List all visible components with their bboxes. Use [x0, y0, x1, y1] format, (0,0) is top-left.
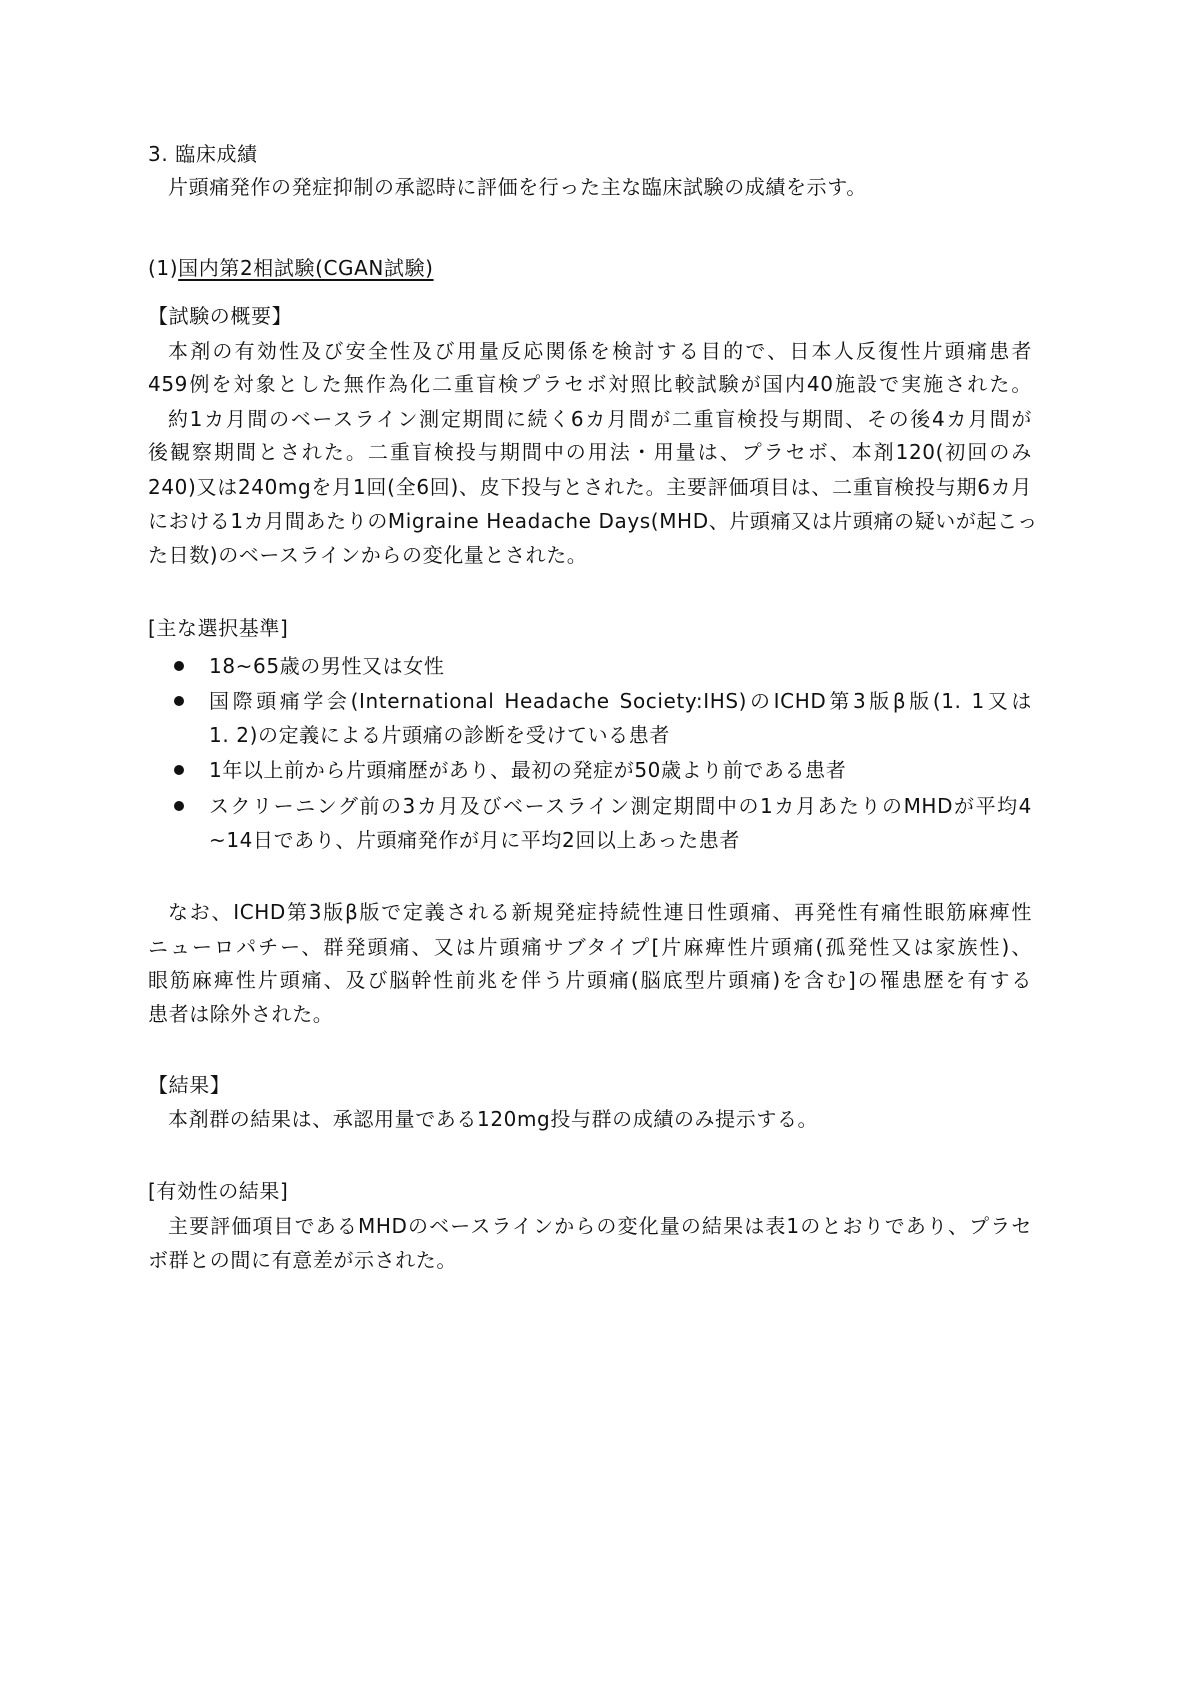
exclusion-line: なお、ICHD第3版β版で定義される新規発症持続性連日性頭痛、再発性有痛性眼筋麻痺性: [168, 900, 1032, 924]
criteria-bullet: 国際頭痛学会(International Headache Society:IHS)のICHD第3版β版(1. 1又は: [209, 689, 1032, 713]
criteria-bullet: 18~65歳の男性又は女性: [209, 654, 445, 678]
section-heading: 3. 臨床成績: [148, 142, 258, 166]
efficacy-line: 主要評価項目であるMHDのベースラインからの変化量の結果は表1のとおりであり、プラセ: [168, 1214, 1032, 1238]
exclusion-line: 患者は除外された。: [148, 1002, 334, 1026]
study-title: 国内第2相試験(CGAN試験): [178, 256, 434, 280]
section-intro: 片頭痛発作の発症抑制の承認時に評価を行った主な臨床試験の成績を示す。: [168, 175, 867, 199]
criteria-bullet-cont: ~14日であり、片頭痛発作が月に平均2回以上あった患者: [209, 828, 740, 852]
bullet-marker: [174, 661, 184, 671]
study-number: (1): [148, 256, 179, 280]
bullet-marker: [174, 696, 184, 706]
efficacy-heading: [有効性の結果]: [148, 1179, 289, 1203]
criteria-bullet: 1年以上前から片頭痛歴があり、最初の発症が50歳より前である患者: [209, 758, 847, 782]
results-text: 本剤群の結果は、承認用量である120mg投与群の成績のみ提示する。: [168, 1107, 819, 1131]
exclusion-line: 眼筋麻痺性片頭痛、及び脳幹性前兆を伴う片頭痛(脳底型片頭痛)を含む]の罹患歴を有する: [148, 968, 1032, 992]
results-heading: 【結果】: [148, 1073, 231, 1097]
overview-line: 459例を対象とした無作為化二重盲検プラセボ対照比較試験が国内40施設で実施された。: [148, 372, 1032, 396]
overview-line: た日数)のベースラインからの変化量とされた。: [148, 543, 588, 567]
overview-line: における1カ月間あたりのMigraine Headache Days(MHD、片頭痛又は片頭痛の疑いが起こっ: [148, 509, 1038, 533]
overview-line: 240)又は240mgを月1回(全6回)、皮下投与とされた。主要評価項目は、二重盲検投与期6カ月: [148, 475, 1032, 499]
efficacy-line: ボ群との間に有意差が示された。: [148, 1248, 457, 1272]
exclusion-line: ニューロパチー、群発頭痛、又は片頭痛サブタイプ[片麻痺性片頭痛(孤発性又は家族性)、: [148, 935, 1032, 959]
criteria-bullet: スクリーニング前の3カ月及びベースライン測定期間中の1カ月あたりのMHDが平均4: [209, 794, 1032, 818]
criteria-heading: [主な選択基準]: [148, 616, 289, 640]
bullet-marker: [174, 801, 184, 811]
criteria-bullet-cont: 1. 2)の定義による片頭痛の診断を受けている患者: [209, 723, 670, 747]
overview-line: 本剤の有効性及び安全性及び用量反応関係を検討する目的で、日本人反復性片頭痛患者: [168, 339, 1032, 363]
study-heading: [148, 254, 434, 282]
overview-line: 後観察期間とされた。二重盲検投与期間中の用法・用量は、プラセボ、本剤120(初回のみ: [148, 440, 1032, 464]
bullet-marker: [174, 765, 184, 775]
overview-heading: 【試験の概要】: [148, 304, 293, 328]
overview-line: 約1カ月間のベースライン測定期間に続く6カ月間が二重盲検投与期間、その後4カ月間が: [168, 407, 1032, 431]
